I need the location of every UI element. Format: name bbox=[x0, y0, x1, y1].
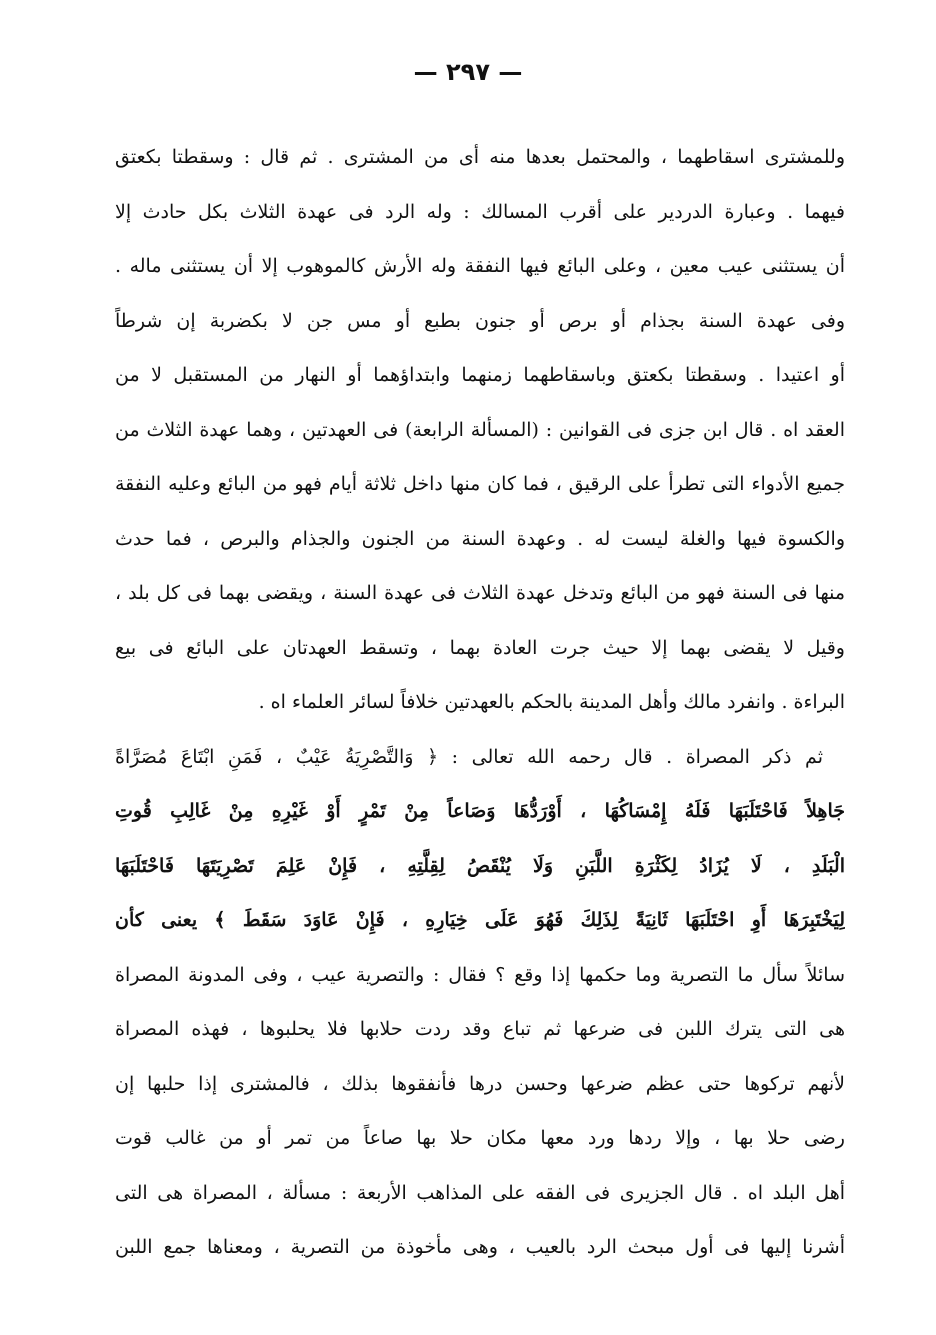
page-number: — ٢٩٧ — bbox=[413, 58, 523, 86]
text-line: جميع الأدواء التى تطرأ على الرقيق ، فما كان منها داخل ثلاثة أيام فهو من البائع وعليه النفقة bbox=[115, 473, 845, 495]
text-line: أن يستثنى عيب معين ، وعلى البائع فيها النفقة وله الأرش كالموهوب إلا أن يستثنى ماله . bbox=[115, 255, 845, 277]
text-line: ثم ذكر المصراة . قال رحمه الله تعالى : ﴿ وَالتَّصْرِيَةُ عَيْبٌ ، فَمَنِ ابْتَاعَ مُصَرَّاةً bbox=[115, 745, 823, 768]
body-text bbox=[115, 130, 845, 1275]
text-line: فيهما . وعبارة الدردير على أقرب المسالك : وله الرد فى عهدة الثلاث بكل حادث إلا bbox=[115, 200, 845, 223]
text-line: سائلاً سأل ما التصرية وما حكمها إذا وقع ؟ فقال : والتصرية عيب ، وفى المدونة المصراة bbox=[115, 963, 845, 986]
text-line: البراءة . وانفرد مالك وأهل المدينة بالحكم بالعهدتين خلافاً لسائر العلماء اه . bbox=[258, 691, 845, 713]
text-line: وللمشترى اسقاطهما ، والمحتمل بعدها منه أى من المشترى . ثم قال : وسقطتا بكعتق bbox=[115, 146, 845, 168]
text-line: جَاهِلاً فَاحْتَلَبَهَا فَلَهُ إِمْسَاكُهَا ، أَوْرَدُّهَا وَصَاعاً مِنْ تَمْرٍ أَوْ غَيْرِهِ مِنْ غَالِبِ قُوتِ bbox=[115, 800, 845, 822]
text-line: وفى عهدة السنة بجذام أو برص أو جنون بطبع أو مس جن لا بكضربة إن شرطاً bbox=[115, 309, 845, 332]
text-line: الْبَلَدِ ، لَا يُزَادُ لِكَثْرَةِ اللَّبَنِ وَلَا يُنْقَصُ لِقِلَّتِهِ ، فَإِنْ عَلِمَ تَصْرِيَتَهَا فَاحْتَلَبَهَا bbox=[115, 854, 845, 877]
text-line: العقد اه . قال ابن جزى فى القوانين : (المسألة الرابعة) فى العهدتين ، وهما عهدة الثلاث من bbox=[115, 418, 845, 441]
text-line: هى التى يترك اللبن فى ضرعها ثم تباع وقد ردت حلابها فلا يحلبوها ، فهذه المصراة bbox=[115, 1018, 845, 1040]
text-line: والكسوة فيها والغلة ليست له . وعهدة السنة من الجنون والجذام والبرص ، فما حدث bbox=[115, 527, 845, 550]
text-line: وقيل لا يقضى بهما إلا حيث جرت العادة بهما ، وتسقط العهدتان على البائع فى بيع bbox=[115, 636, 845, 659]
text-line: لأنهم تركوها حتى عظم ضرعها وحسن درها فأنفقوها بذلك ، فالمشترى إذا حلبها إن bbox=[115, 1072, 845, 1095]
text-line: رضى حلا بها ، وإلا ردها ورد معها مكان حلا بها صاعاً من تمر أو من غالب قوت bbox=[115, 1127, 845, 1149]
text-line: لِيَخْتَبِرَهَا أَوِ احْتَلَبَهَا ثَانِيَةً لِذَلِكَ فَهُوَ عَلَى خِيَارِهِ ، فَإِنْ عَاوَدَ سَقَطَ ﴾ يعنى كأن bbox=[115, 909, 845, 931]
text-line: أو اعتيدا . وسقطتا بكعتق وباسقاطهما زمنهما وابتداؤهما أو النهار من المستقبل لا من bbox=[115, 364, 845, 386]
text-line: أشرنا إليها فى أول مبحث الرد بالعيب ، وهى مأخوذة من التصرية ، ومعناها جمع اللبن bbox=[115, 1236, 845, 1258]
text-line: منها فى السنة فهو من البائع وتدخل عهدة الثلاث فى عهدة السنة ، ويقضى بهما فى كل بلد ، bbox=[115, 582, 845, 604]
text-line: أهل البلد اه . قال الجزيرى فى الفقه على المذاهب الأربعة : مسألة ، المصراة هى التى bbox=[115, 1181, 845, 1204]
